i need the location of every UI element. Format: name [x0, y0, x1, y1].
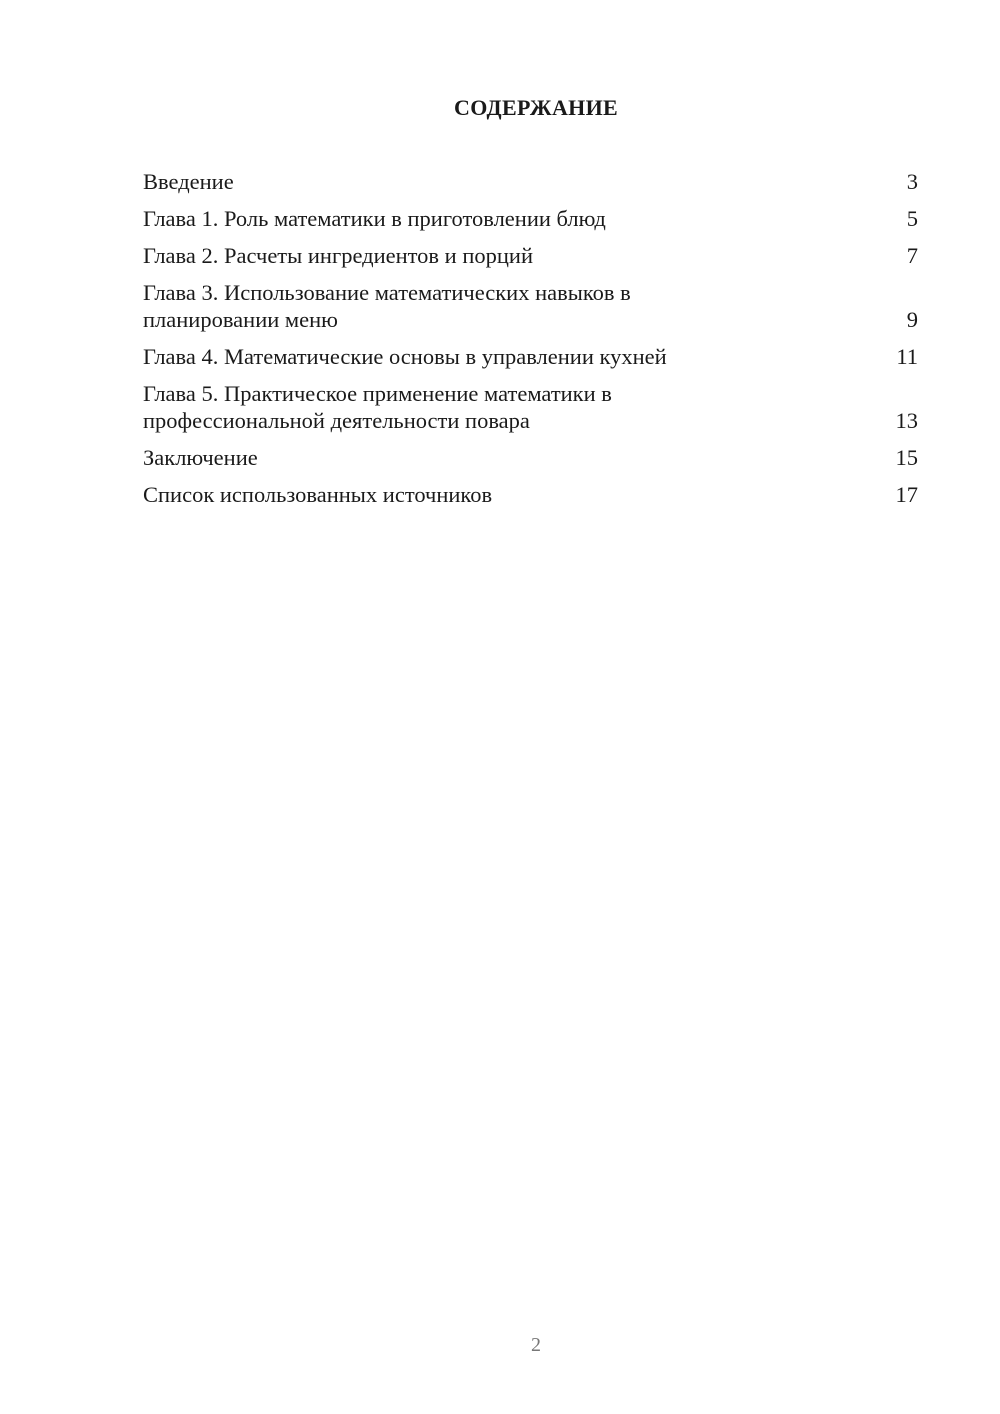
- toc-entry-text: Глава 3. Использование математических навыков в планировании меню: [143, 280, 631, 332]
- toc-entry-chapter-2: [143, 242, 918, 269]
- page-number: 2: [531, 1334, 541, 1356]
- toc-entry-introduction: [143, 168, 918, 195]
- toc-entry-text: Введение: [143, 169, 234, 194]
- toc-entry-page: 11: [896, 344, 918, 369]
- toc-entry-text: Заключение: [143, 445, 258, 470]
- toc-entry-text: Глава 4. Математические основы в управлении кухней: [143, 344, 667, 369]
- toc-entry-page: 9: [906, 307, 918, 332]
- table-of-contents: [143, 168, 918, 518]
- toc-entry-chapter-1: [143, 205, 918, 232]
- toc-entry-page: 13: [895, 408, 918, 433]
- toc-entry-page: 7: [906, 243, 918, 268]
- toc-entry-chapter-3: [143, 279, 918, 333]
- toc-entry-text: Список использованных источников: [143, 482, 493, 507]
- toc-entry-references: [143, 481, 918, 508]
- toc-entry-text: Глава 2. Расчеты ингредиентов и порций: [143, 243, 534, 268]
- toc-entry-text: Глава 5. Практическое применение математики в профессиональной деятельности повара: [143, 381, 612, 433]
- toc-entry-page: 5: [906, 206, 918, 231]
- toc-entry-page: 17: [895, 482, 918, 507]
- toc-entry-chapter-5: [143, 380, 918, 434]
- toc-entry-conclusion: [143, 444, 918, 471]
- toc-entry-page: 3: [906, 169, 918, 194]
- toc-entry-text: Глава 1. Роль математики в приготовлении блюд: [143, 206, 606, 231]
- toc-entry-page: 15: [895, 445, 918, 470]
- page-title: СОДЕРЖАНИЕ: [454, 95, 618, 120]
- toc-entry-chapter-4: [143, 343, 918, 370]
